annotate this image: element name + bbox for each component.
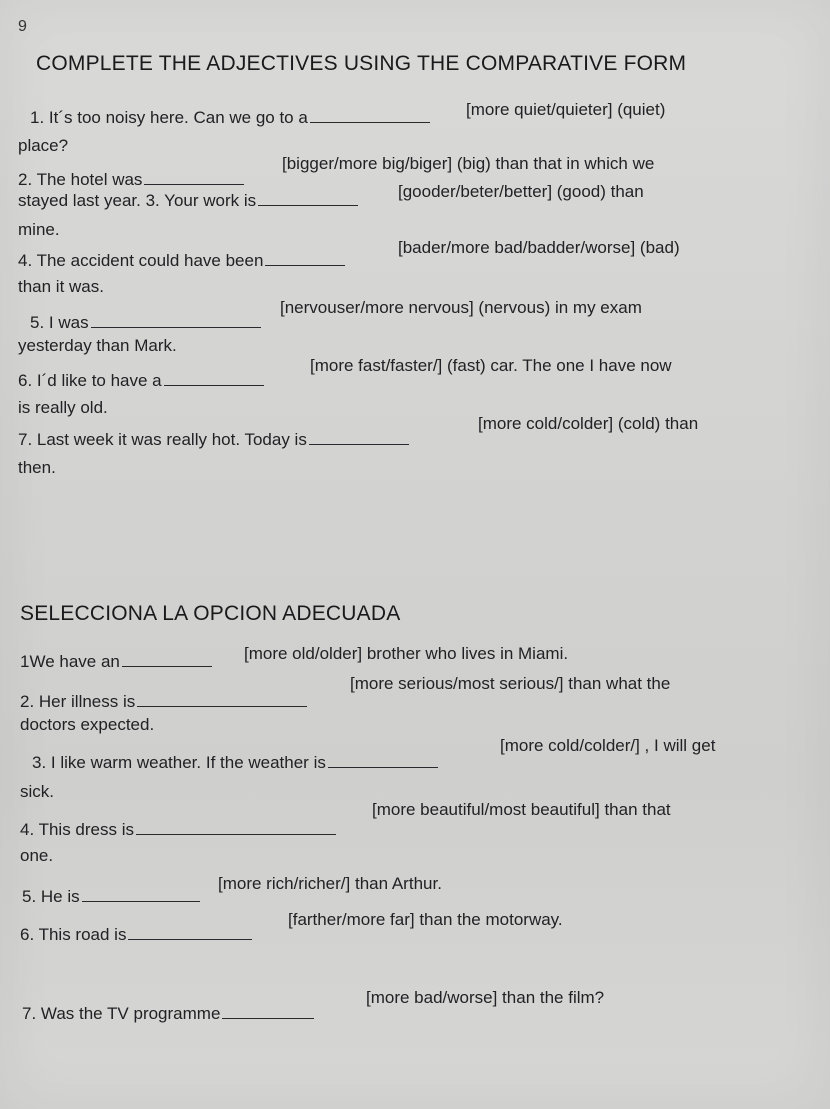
s1-q5-continuation: yesterday than Mark. [18, 336, 177, 355]
s2-q1-blank[interactable] [122, 652, 212, 667]
s1-q4-hint: [bader/more bad/badder/worse] (bad) [398, 238, 680, 257]
s1-q6-blank[interactable] [164, 371, 264, 386]
s1-q2-text [18, 170, 246, 190]
s1-q3-blank[interactable] [258, 191, 358, 206]
s1-q5-blank[interactable] [91, 313, 261, 328]
s1-q1-blank[interactable] [310, 108, 430, 123]
s2-q3-hint: [more cold/colder/] , I will get [500, 736, 716, 755]
s2-q6-hint: [farther/more far] than the motorway. [288, 910, 563, 929]
s1-q4-text [18, 251, 347, 271]
s1-q5-hint: [nervouser/more nervous] (nervous) in my exam [280, 298, 642, 317]
s2-q2-hint: [more serious/most serious/] than what the [350, 674, 671, 693]
s2-q2-text [20, 692, 309, 712]
page-number: 9 [18, 18, 27, 35]
s2-q6-blank[interactable] [128, 925, 252, 940]
s1-q7-blank[interactable] [309, 430, 409, 445]
s2-q1-prompt: 1We have an [20, 652, 120, 671]
s2-q5-hint: [more rich/richer/] than Arthur. [218, 874, 442, 893]
s1-q1-hint: [more quiet/quieter] (quiet) [466, 100, 666, 119]
s1-q3-prompt: stayed last year. 3. Your work is [18, 191, 257, 210]
s2-q7-text [22, 1004, 316, 1024]
s2-q7-hint: [more bad/worse] than the film? [366, 988, 605, 1007]
s1-q4-blank[interactable] [265, 251, 345, 266]
s1-q3-hint: [gooder/beter/better] (good) than [398, 182, 644, 201]
s1-q5-text [30, 313, 263, 333]
s2-q2-blank[interactable] [137, 692, 307, 707]
s2-q7-blank[interactable] [222, 1004, 314, 1019]
s1-q6-text [18, 371, 266, 391]
s2-q6-text [20, 925, 254, 945]
s2-q5-blank[interactable] [82, 887, 200, 902]
s1-q6-continuation: is really old. [18, 398, 108, 417]
s1-q1-prompt: 1. It´s too noisy here. Can we go to a [30, 108, 308, 127]
s2-q5-text [22, 887, 202, 907]
s2-q3-blank[interactable] [328, 753, 438, 768]
s1-q6-prompt: 6. I´d like to have a [18, 371, 162, 390]
s2-q1-text [20, 652, 214, 672]
s2-q4-hint: [more beautiful/most beautiful] than that [372, 800, 671, 819]
s2-q3-prompt: 3. I like warm weather. If the weather is [32, 753, 326, 772]
s1-q1-continuation: place? [18, 136, 69, 155]
s1-q3-continuation: mine. [18, 220, 60, 239]
s1-q2-blank[interactable] [144, 170, 244, 185]
s2-q2-prompt: 2. Her illness is [20, 692, 136, 711]
s1-q7-prompt: 7. Last week it was really hot. Today is [18, 430, 307, 449]
s1-q5-prompt: 5. I was [30, 313, 89, 332]
s1-q7-text [18, 430, 411, 450]
s2-q2-continuation: doctors expected. [20, 715, 155, 734]
s1-q6-hint: [more fast/faster/] (fast) car. The one I have now [310, 356, 672, 375]
s2-q4-prompt: 4. This dress is [20, 820, 135, 839]
s2-q1-hint: [more old/older] brother who lives in Miami. [244, 644, 569, 663]
section1-title: COMPLETE THE ADJECTIVES USING THE COMPARATIVE FORM [36, 52, 687, 75]
s2-q7-prompt: 7. Was the TV programme [22, 1004, 221, 1023]
section2-title: SELECCIONA LA OPCION ADECUADA [20, 602, 401, 625]
s2-q6-prompt: 6. This road is [20, 925, 127, 944]
s2-q5-prompt: 5. He is [22, 887, 80, 906]
s1-q4-continuation: than it was. [18, 277, 104, 296]
s1-q3-text [18, 191, 360, 211]
s2-q4-text [20, 820, 338, 840]
s2-q3-continuation: sick. [20, 782, 54, 801]
s1-q7-continuation: then. [18, 458, 56, 477]
s1-q2-hint: [bigger/more big/biger] (big) than that in which we [282, 154, 655, 173]
s2-q4-continuation: one. [20, 846, 54, 865]
s1-q2-prompt: 2. The hotel was [18, 170, 143, 189]
s1-q1-text [30, 108, 432, 128]
s1-q4-prompt: 4. The accident could have been [18, 251, 264, 270]
s1-q7-hint: [more cold/colder] (cold) than [478, 414, 699, 433]
s2-q4-blank[interactable] [136, 820, 336, 835]
s2-q3-text [32, 753, 440, 773]
